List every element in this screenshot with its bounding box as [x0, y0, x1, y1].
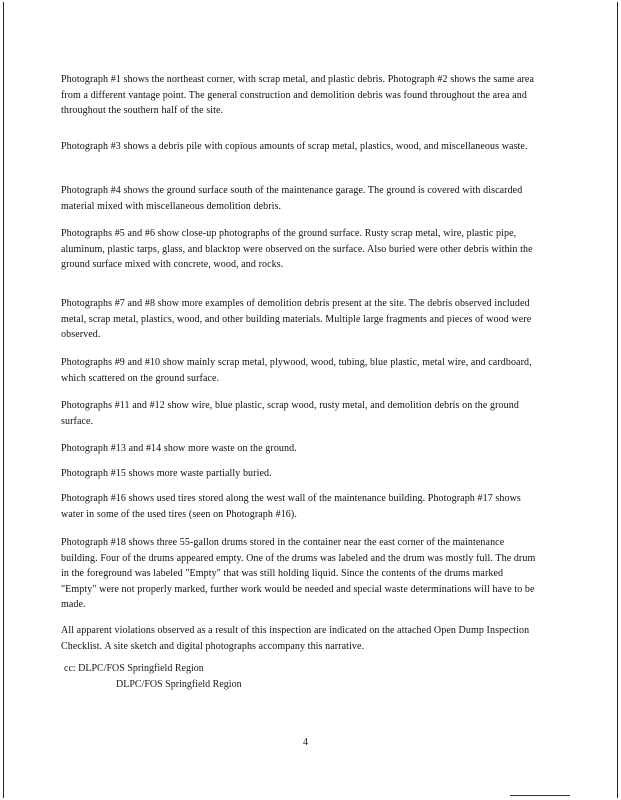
paragraph-photo-3: Photograph #3 shows a debris pile with copious amounts of scrap metal, plastics, wood, and miscellaneous waste. — [61, 141, 528, 152]
paragraph-photo-9-10: Photographs #9 and #10 show mainly scrap metal, plywood, wood, tubing, blue plastic, metal wire, and cardboard, which scattered on the ground surface. — [61, 357, 532, 384]
paragraph-photo-5-6: Photographs #5 and #6 show close-up photographs of the ground surface. Rusty scrap metal, wire, plastic pipe, aluminum, plastic tarps, glass, and blacktop were observed on the surface. Also buried were other debris within the ground surface mixed with concrete, wood, and rocks. — [61, 228, 533, 270]
paragraph-photo-11-12: Photographs #11 and #12 show wire, blue plastic, scrap wood, rusty metal, and demolition debris on the ground surface. — [61, 400, 519, 427]
signature-line-2: DLPC/FOS Springfield Region — [116, 679, 242, 690]
paragraph-photo-1-2: Photograph #1 shows the northeast corner, with scrap metal, and plastic debris. Photograph #2 shows the same area from a different vantage point. The general construction and demolition debris was found throughout the area and throughout the southern half of the site. — [61, 74, 535, 116]
paragraph-photo-7-8: Photographs #7 and #8 show more examples of demolition debris present at the site. The debris observed included metal, scrap metal, plastics, wood, and other building materials. Multiple large fragments and pieces of wood were observed. — [61, 298, 532, 340]
paragraph-photo-13-14: Photograph #13 and #14 show more waste on the ground. — [61, 443, 297, 454]
page-bottom-mark — [510, 795, 570, 796]
paragraph-violations: All apparent violations observed as a result of this inspection are indicated on the attached Open Dump Inspection Checklist. A site sketch and digital photographs accompany this narrative. — [61, 625, 530, 652]
page-number: 4 — [303, 737, 308, 748]
paragraph-photo-16-17: Photograph #16 shows used tires stored along the west wall of the maintenance building. Photograph #17 shows water in some of the used tires (seen on Photograph #16). — [61, 493, 521, 520]
paragraph-photo-15: Photograph #15 shows more waste partially buried. — [61, 468, 272, 479]
paragraph-photo-4: Photograph #4 shows the ground surface south of the maintenance garage. The ground is covered with discarded material mixed with miscellaneous demolition debris. — [61, 185, 523, 212]
page-right-edge — [617, 2, 618, 798]
page-left-edge — [3, 2, 4, 798]
signature-line-1: cc: DLPC/FOS Springfield Region — [64, 663, 204, 674]
paragraph-photo-18: Photograph #18 shows three 55-gallon drums stored in the container near the east corner of the maintenance building. Four of the drums appeared empty. One of the drums was labeled and the drum was mostly full. The drum in the foreground was labeled "Empty" that was still holding liquid. Since the contents of the drums marked "Empty" were not properly marked, further work would be needed and special waste determinations will have to be made. — [61, 537, 536, 610]
